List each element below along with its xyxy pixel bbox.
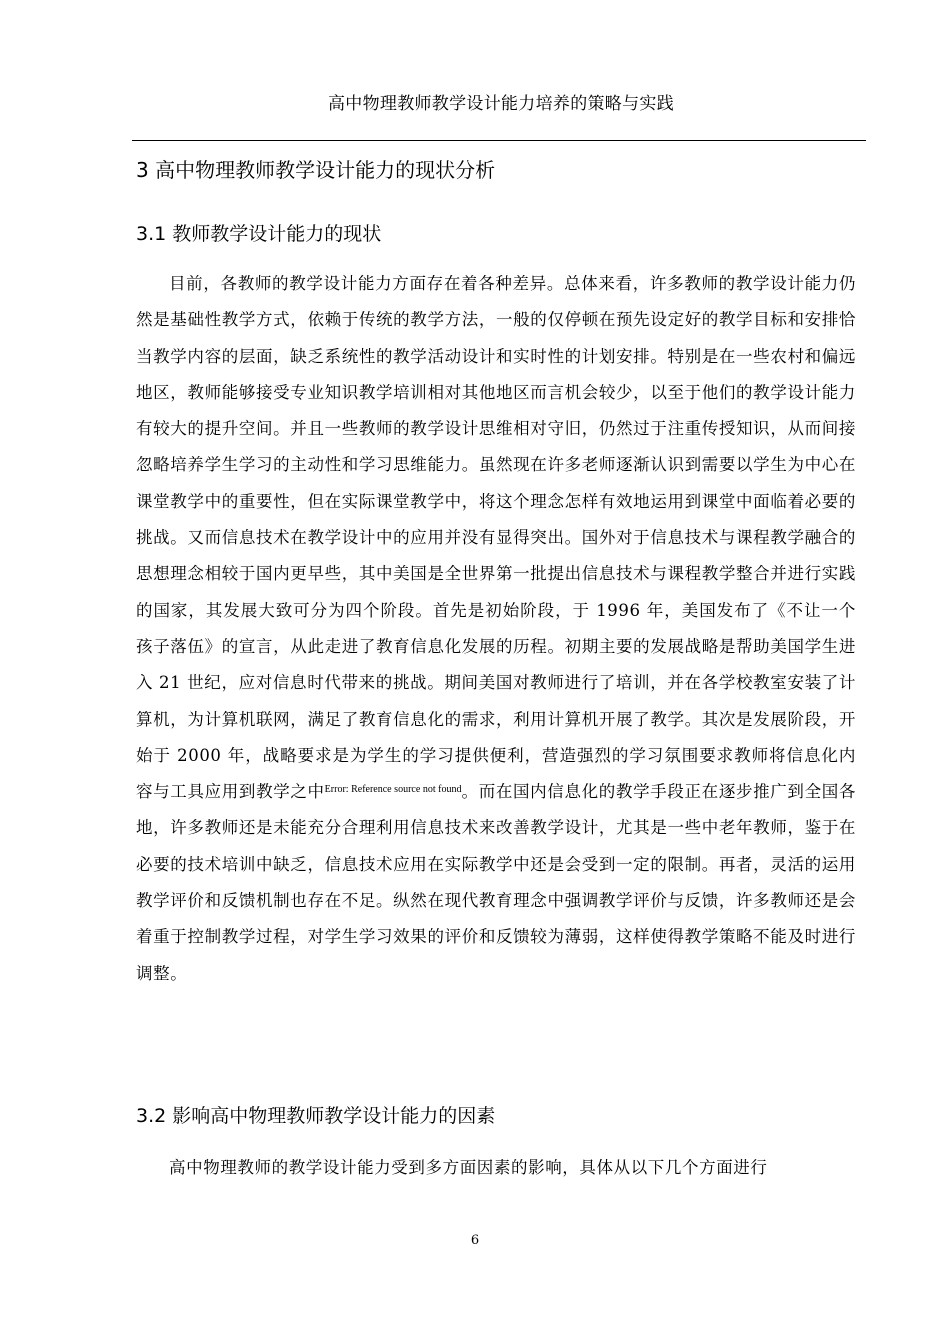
section-3-2-paragraph: 高中物理教师的教学设计能力受到多方面因素的影响，具体从以下几个方面进行 xyxy=(169,1158,768,1177)
page-number: 6 xyxy=(470,1233,480,1248)
paragraph-text-part1: 目前，各教师的教学设计能力方面存在着各种差异。总体来看，许多教师的教学设计能力仍然是基础性教学方式，依赖于传统的教学方法，一般的仅停顿在预先设定好的教学目标和安排恰当教学内容的层面，缺乏系统性的教学活动设计和实时性的计划安排。特别是在一些农村和偏远地区，教师能够接受专业知识教学培训相对其他地区而言机会较少，以至于他们的教学设计能力有较大的提升空间。并且一些教师的教学设计思维相对守旧，仍然过于注重传授知识，从而间接忽略培养学生学习的主动性和学习思维能力。虽然现在许多老师逐渐认识到需要以学生为中心在课堂教学中的重要性，但在实际课堂教学中，将这个理念怎样有效地运用到课堂中面临着必要的挑战。又而信息技术在教学设计中的应用并没有显得突出。国外对于信息技术与课程教学融合的思想理念相较于国内更早些，其中美国是全世界第一批提出信息技术与课程教学整合并进行实践的国家，其发展大致可分为四个阶段。首先是初始阶段，于 1996 年，美国发布了《不让一个孩子落伍》的宣言，从此走进了教育信息化发展的历程。初期主要的发展战略是帮助美国学生进入 21 世纪，应对信息时代带来的挑战。期间美国对教师进行了培训，并在各学校教室安装了计算机，为计算机联网，满足了教育信息化的需求，利用计算机开展了教学。其次是发展阶段，开始于 2000 年，战略要求是为学生的学习提供便利，营造强烈的学习氛围要求教师将信息化内容与工具应用到教学之中 xyxy=(136,274,856,802)
running-header: 高中物理教师教学设计能力培养的策略与实践 xyxy=(328,94,674,114)
reference-error-marker: Error: Reference source not found xyxy=(324,784,462,796)
section-3-2-heading: 3.2 影响高中物理教师教学设计能力的因素 xyxy=(136,1105,496,1127)
section-3-1-heading: 3.1 教师教学设计能力的现状 xyxy=(136,223,382,245)
paragraph-text-part2: 。而在国内信息化的教学手段正在逐步推广到全国各地，许多教师还是未能充分合理利用信息技术来改善教学设计，尤其是一些中老年教师，鉴于在必要的技术培训中缺乏，信息技术应用在实际教学中还是会受到一定的限制。再者，灵活的运用教学评价和反馈机制也存在不足。纵然在现代教育理念中强调教学评价与反馈，许多教师还是会着重于控制教学过程，对学生学习效果的评价和反馈较为薄弱，这样使得教学策略不能及时进行调整。 xyxy=(136,782,856,983)
section-3-heading: 3 高中物理教师教学设计能力的现状分析 xyxy=(136,158,496,182)
section-3-1-paragraph xyxy=(136,266,856,992)
header-rule xyxy=(132,140,866,141)
